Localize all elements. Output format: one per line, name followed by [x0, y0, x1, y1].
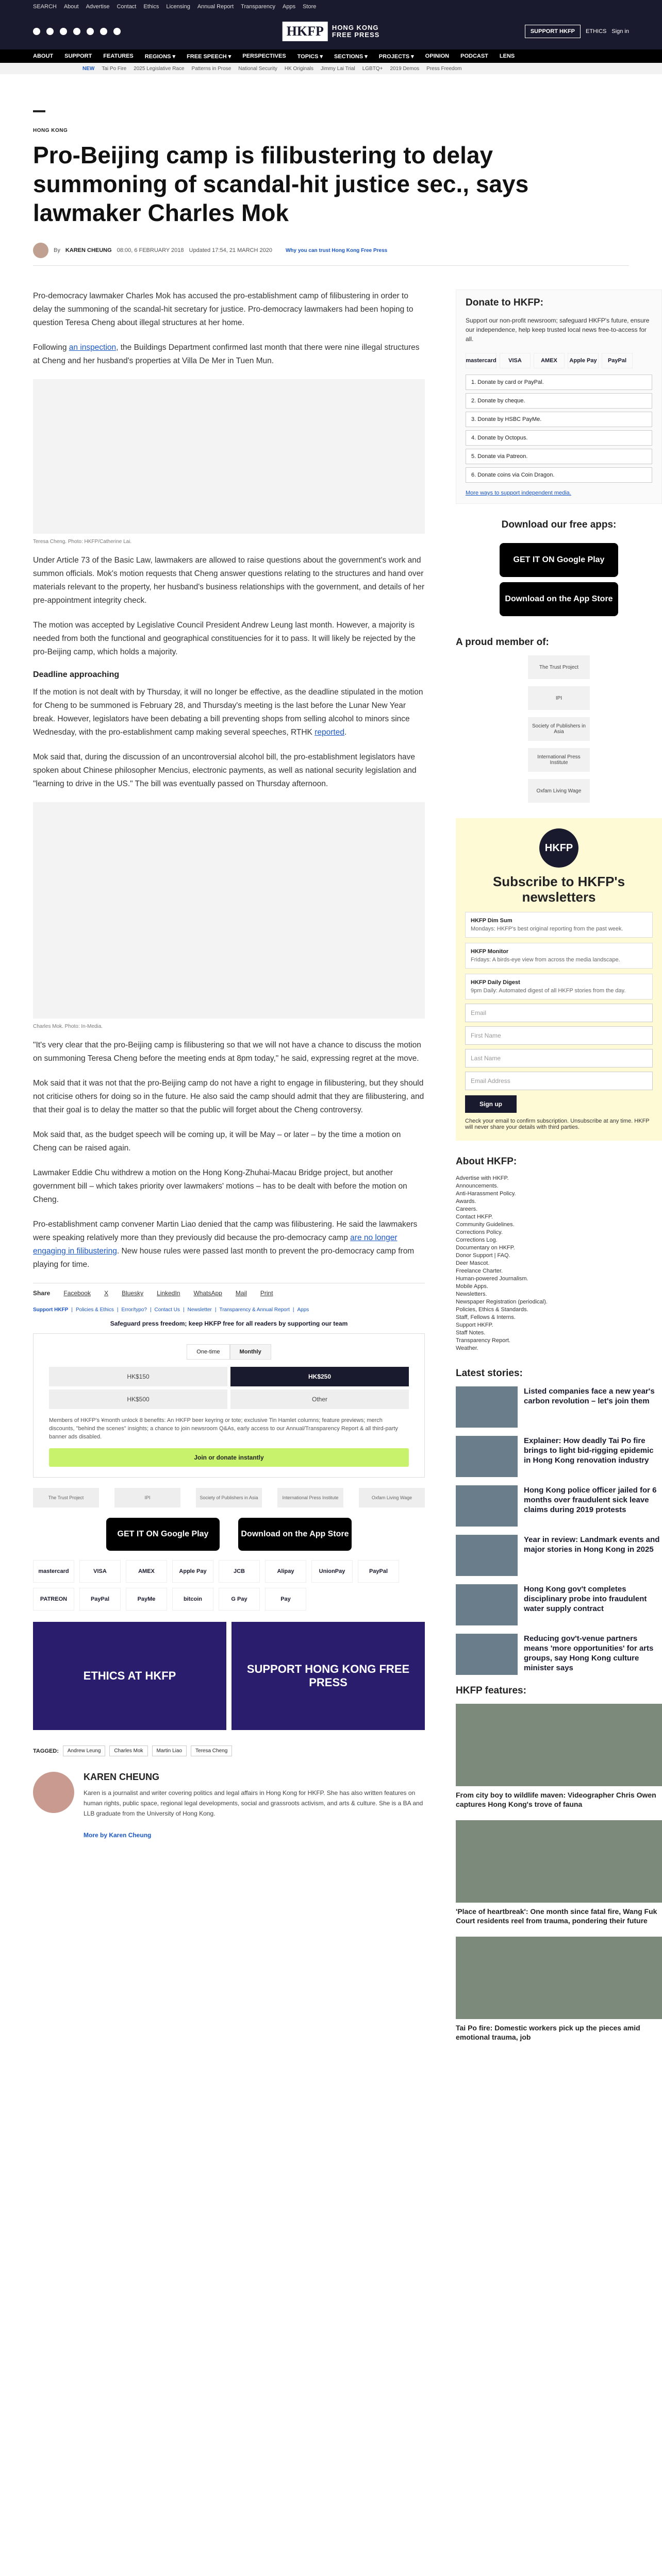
share-facebook[interactable]: Facebook — [63, 1290, 91, 1297]
logo-press-institute: International Press Institute — [528, 748, 590, 772]
about-link[interactable]: Community Guidelines. — [456, 1222, 515, 1228]
masthead — [0, 13, 662, 49]
amount-option[interactable]: HK$500 — [49, 1389, 227, 1409]
story-title[interactable]: Hong Kong police officer jailed for 6 months over fraudulent sick leave claims during 2019 protests — [524, 1486, 657, 1514]
support-link[interactable]: Support HKFP — [33, 1307, 69, 1313]
share-whatsapp[interactable]: WhatsApp — [193, 1290, 222, 1297]
social-icons — [33, 28, 121, 35]
payment-methods — [33, 1560, 425, 1611]
new-badge: NEW — [82, 65, 95, 72]
support-hkfp-button[interactable]: SUPPORT HKFP — [525, 25, 581, 38]
email-field[interactable]: Email — [465, 1004, 653, 1022]
latest-story[interactable] — [456, 1436, 662, 1477]
policies-link[interactable]: Policies & Ethics — [75, 1307, 114, 1313]
one-time-tab[interactable]: One-time — [187, 1344, 229, 1360]
logo-press-institute: International Press Institute — [277, 1488, 343, 1507]
paragraph: Following an inspection, the Buildings Department confirmed last month that there were nine illegal structures at Cheng and her husband's properties at Villa De Mer in Tuen Mun. — [33, 343, 420, 365]
hkfp-logo[interactable] — [283, 22, 380, 41]
paypal-icon: PayPal — [79, 1588, 121, 1611]
newsletter-option[interactable]: HKFP Daily Digest 9pm Daily: Automated digest of all HKFP stories from the day. — [465, 974, 653, 999]
apps-link[interactable]: Apps — [297, 1307, 309, 1313]
publish-date: 08:00, 6 FEBRUARY 2018 — [117, 247, 184, 253]
about-link[interactable]: Newspaper Registration (periodical). — [456, 1299, 548, 1305]
rthk-report-link[interactable]: reported — [315, 728, 344, 737]
nav-projects[interactable]: PROJECTS ▾ — [378, 53, 414, 60]
top-utility-bar — [0, 0, 662, 13]
paragraph: Mok said that, during the discussion of an uncontroversial alcohol bill, the pro-establishment legislators have spoken about Chinese philosopher Mencius, electronic payments, as well as national security legislation and "learning to drive in the US." The bill was eventually passed on Thursday afternoon. — [33, 753, 417, 788]
share-bluesky[interactable]: Bluesky — [122, 1290, 144, 1297]
jcb-icon: JCB — [219, 1560, 260, 1583]
story-title[interactable]: Explainer: How deadly Tai Po fire brings to light bid-rigging epidemic in Hong Kong renovation industry — [524, 1436, 654, 1465]
tag-pill[interactable]: Charles Mok — [109, 1745, 147, 1756]
topbar-annual-report[interactable]: Annual Report — [197, 4, 234, 10]
hkfp-badge: HKFP — [539, 828, 578, 868]
story-thumbnail — [456, 1485, 518, 1527]
divider — [33, 265, 629, 266]
author-avatar — [33, 243, 48, 258]
section-kicker[interactable]: HONG KONG — [33, 128, 68, 133]
amex-icon: AMEX — [534, 353, 565, 368]
error-link[interactable]: Error/typo? — [121, 1307, 147, 1313]
author-bio: Karen is a journalist and writer covering politics and legal affairs in Hong Kong for HKFP. She has also written features on human rights, public space, regional legal developments, social and grassroots activism, and arts & culture. She is a BA and LLB graduate from the University of Hong Kong. — [84, 1789, 423, 1817]
share-linkedin[interactable]: LinkedIn — [157, 1290, 180, 1297]
sidebar — [456, 290, 662, 2053]
donate-option[interactable]: 4. Donate by Octopus. — [466, 430, 652, 446]
tag-link[interactable]: LGBTQ+ — [362, 65, 383, 72]
donate-option[interactable]: 5. Donate via Patreon. — [466, 449, 652, 464]
tagged-label: TAGGED: — [33, 1748, 59, 1754]
author-box — [33, 1772, 425, 1852]
latest-story[interactable] — [456, 1634, 662, 1675]
filibuster-link[interactable]: are no longer engaging in filibustering — [33, 1233, 398, 1256]
story-title[interactable]: Hong Kong gov't completes disciplinary probe into fraudulent water supply contract — [524, 1585, 647, 1613]
topbar-transparency[interactable]: Transparency — [241, 4, 275, 10]
about-link[interactable]: Awards. — [456, 1198, 476, 1205]
inspection-link[interactable]: an inspection — [69, 343, 117, 352]
subheading: Deadline approaching — [33, 670, 120, 679]
topbar-store[interactable]: Store — [303, 4, 317, 10]
member-title: A proud member of: — [456, 637, 549, 648]
amex-icon: AMEX — [126, 1560, 167, 1583]
donate-blurb: Support our non-profit newsroom; safeguard HKFP's future, ensure our independence, help keep trusted local news free-to-access for all. — [466, 317, 650, 343]
story-title[interactable]: Listed companies face a new year's carbon revolution – let's join them — [524, 1387, 655, 1405]
topbar-about[interactable]: About — [63, 4, 79, 10]
tag-pill[interactable]: Teresa Cheng — [191, 1745, 232, 1756]
about-link[interactable]: Corrections Log. — [456, 1237, 498, 1243]
share-print[interactable]: Print — [260, 1290, 273, 1297]
story-thumbnail — [456, 1634, 518, 1675]
latest-story[interactable] — [456, 1584, 662, 1625]
alipay-icon: Alipay — [265, 1560, 306, 1583]
logo-sopa: Society of Publishers in Asia — [528, 717, 590, 741]
topbar-advertise[interactable]: Advertise — [86, 4, 110, 10]
latest-story[interactable] — [456, 1485, 662, 1527]
nav-about[interactable]: ABOUT — [33, 53, 54, 59]
about-link[interactable]: Donor Support | FAQ. — [456, 1252, 510, 1259]
about-title: About HKFP: — [456, 1156, 517, 1167]
tag-pill[interactable]: Andrew Leung — [63, 1745, 106, 1756]
amount-option-other[interactable]: Other — [230, 1389, 409, 1409]
apple-pay-icon: Pay — [265, 1588, 306, 1611]
google-pay-icon: G Pay — [219, 1588, 260, 1611]
feature-image[interactable] — [456, 1820, 662, 1903]
tag-pill[interactable]: Martin Liao — [152, 1745, 187, 1756]
donate-option[interactable]: 1. Donate by card or PayPal. — [466, 375, 652, 390]
tag-link[interactable]: National Security — [238, 65, 277, 72]
bluesky-icon[interactable] — [100, 28, 107, 35]
by-label: By — [54, 247, 60, 253]
share-label: Share — [33, 1290, 51, 1297]
newsletter-title: Subscribe to HKFP's newsletters — [492, 874, 625, 905]
donate-option[interactable]: 6. Donate coins via Coin Dragon. — [466, 467, 652, 483]
donate-headline: Safeguard press freedom; keep HKFP free for all readers by supporting our team — [110, 1320, 348, 1327]
about-link[interactable]: Mobile Apps. — [456, 1283, 488, 1290]
about-link[interactable]: Weather. — [456, 1345, 478, 1351]
main-nav — [0, 49, 662, 63]
amount-option-selected[interactable]: HK$250 — [230, 1367, 409, 1386]
contact-link[interactable]: Contact Us — [154, 1307, 180, 1313]
nav-topics[interactable]: TOPICS ▾ — [297, 53, 323, 60]
newsletter-option[interactable]: HKFP Monitor Fridays: A birds-eye view from across the media landscape. — [465, 943, 653, 969]
bitcoin-icon: bitcoin — [172, 1588, 213, 1611]
tag-link[interactable]: Press Freedom — [426, 65, 462, 72]
story-title[interactable]: Reducing gov't-venue partners means 'more opportunities' for arts groups, say Hong Kong culture minister says — [524, 1634, 654, 1672]
topbar-ethics[interactable]: Ethics — [143, 4, 159, 10]
charles-mok-photo — [33, 802, 425, 1019]
facebook-icon[interactable] — [33, 28, 40, 35]
article-title: Pro-Beijing camp is filibustering to delay summoning of scandal-hit justice sec., says lawmaker Charles Mok — [33, 142, 529, 226]
author-name[interactable]: KAREN CHEUNG — [84, 1772, 160, 1782]
unionpay-icon: UnionPay — [311, 1560, 353, 1583]
logo-ipi: IPI — [528, 686, 590, 710]
features-title: HKFP features: — [456, 1685, 526, 1696]
more-by-author-link[interactable]: More by Karen Cheung — [84, 1832, 152, 1839]
latest-story[interactable] — [456, 1386, 662, 1428]
paypal-icon: PayPal — [358, 1560, 399, 1583]
apple-pay-icon: Apple Pay — [172, 1560, 213, 1583]
ethics-video[interactable]: ETHICS AT HKFP — [33, 1622, 226, 1730]
paragraph: Pro-democracy lawmaker Charles Mok has accused the pro-establishment camp of filibustering in order to delay the summoning of the scandal-hit secretary for justice. Pro-democracy lawmakers had been hoping to question Teresa Cheng about illegal structures at her home. — [33, 292, 413, 327]
tag-list — [33, 1745, 425, 1756]
about-link[interactable]: Advertise with HKFP. — [456, 1175, 509, 1181]
transparency-link[interactable]: Transparency & Annual Report — [219, 1307, 290, 1313]
monthly-tab[interactable]: Monthly — [230, 1344, 271, 1360]
nav-free-speech[interactable]: FREE SPEECH ▾ — [187, 53, 231, 60]
latest-title: Latest stories: — [456, 1368, 523, 1379]
tag-link[interactable]: 2019 Demos — [390, 65, 420, 72]
topbar-licensing[interactable]: Licensing — [166, 4, 190, 10]
story-thumbnail — [456, 1436, 518, 1477]
updated-date: Updated 17:54, 21 MARCH 2020 — [189, 247, 272, 253]
about-link[interactable]: Corrections Policy. — [456, 1229, 503, 1235]
visa-icon: VISA — [500, 353, 531, 368]
kicker-rule — [33, 110, 45, 112]
author-link[interactable]: KAREN CHEUNG — [65, 247, 112, 253]
about-link[interactable]: Staff, Fellows & Interns. — [456, 1314, 516, 1320]
feature-title[interactable]: 'Place of heartbreak': One month since fatal fire, Wang Fuk Court residents reel from trauma, pondering their future — [456, 1907, 657, 1925]
nav-regions[interactable]: REGIONS ▾ — [144, 53, 176, 60]
about-link[interactable]: Policies, Ethics & Standards. — [456, 1307, 528, 1313]
feature-image[interactable] — [456, 1704, 662, 1786]
teresa-cheng-photo — [33, 379, 425, 534]
email-address-field[interactable]: Email Address — [465, 1072, 653, 1090]
nav-perspectives[interactable]: PERSPECTIVES — [242, 53, 286, 59]
instagram-icon[interactable] — [60, 28, 67, 35]
newsletter-option[interactable]: HKFP Dim Sum Mondays: HKFP's best original reporting from the past week. — [465, 912, 653, 938]
paragraph: If the motion is not dealt with by Thursday, it will no longer be effective, as the deadline stipulated in the motion for Cheng to be summoned is February 28, and Thursday's meeting is the last before the Lunar New Year break. However, legislators have been debating a bill preventing shops from selling alcohol to minors since Wednesday, with the pro-establishment camp making several speeches, RTHK reported. — [33, 688, 423, 737]
donate-card — [456, 290, 662, 504]
logo-line2: FREE PRESS — [332, 31, 380, 39]
paragraph: The motion was accepted by Legislative Council President Andrew Leung last month. However, a majority is needed from both the functional and geographical constituencies for it to pass. It will likely be rejected by the pro-Beijing camp, which holds a majority. — [33, 621, 416, 656]
share-mail[interactable]: Mail — [235, 1290, 247, 1297]
nav-features[interactable]: FEATURES — [103, 53, 134, 59]
donate-option[interactable]: 2. Donate by cheque. — [466, 393, 652, 409]
about-link[interactable]: Freelance Charter. — [456, 1268, 503, 1274]
about-link[interactable]: Staff Notes. — [456, 1330, 486, 1336]
ethics-link[interactable]: ETHICS — [586, 28, 607, 35]
about-link[interactable]: Contact HKFP. — [456, 1214, 493, 1220]
threads-icon[interactable] — [73, 28, 80, 35]
logo-oxfam: Oxfam Living Wage — [359, 1488, 425, 1507]
photo-caption: Teresa Cheng. Photo: HKFP/Catherine Lai. — [33, 539, 132, 545]
tag-link[interactable]: Jimmy Lai Trial — [321, 65, 355, 72]
paragraph: Pro-establishment camp convener Martin Liao denied that the camp was filibustering. He said the lawmakers were speaking relatively more than they previously did because the pro-democracy camp are no longer engaging in filibustering. New house rules were passed last month to prevent the pro-democracy camp from playing for time. — [33, 1220, 418, 1269]
story-thumbnail — [456, 1584, 518, 1625]
logo-line1: HONG KONG — [332, 24, 379, 31]
share-x[interactable]: X — [104, 1290, 109, 1297]
last-name-field[interactable]: Last Name — [465, 1049, 653, 1067]
app-store-button[interactable]: Download on the App Store — [500, 582, 618, 616]
first-name-field[interactable]: First Name — [465, 1026, 653, 1045]
about-link[interactable]: Support HKFP. — [456, 1322, 493, 1328]
tag-link[interactable]: HK Originals — [284, 65, 313, 72]
more-ways-link[interactable]: More ways to support independent media. — [466, 490, 571, 496]
patreon-icon: PATREON — [33, 1588, 74, 1611]
apps-title: Download our free apps: — [501, 519, 617, 530]
topbar-contact[interactable]: Contact — [117, 4, 137, 10]
logo-trust-project: The Trust Project — [528, 655, 590, 679]
newsletter-signup — [456, 818, 662, 1141]
photo-caption: Charles Mok. Photo: In-Media. — [33, 1024, 103, 1029]
about-link[interactable]: Careers. — [456, 1206, 478, 1212]
apple-pay-icon: Apple Pay — [568, 353, 599, 368]
app-store-button[interactable]: Download on the App Store — [238, 1518, 352, 1551]
about-link[interactable]: Announcements. — [456, 1183, 499, 1189]
donation-widget — [33, 1333, 425, 1478]
donate-option[interactable]: 3. Donate by HSBC PayMe. — [466, 412, 652, 427]
footer-links: Support HKFP | Policies & Ethics | Error/typo? | Contact Us | Newsletter | Transparency & Annual Report | Apps — [33, 1307, 309, 1313]
support-video[interactable]: SUPPORT HONG KONG FREE PRESS — [231, 1622, 425, 1730]
sign-in-button[interactable]: Sign in — [611, 28, 629, 35]
about-link[interactable]: Documentary on HKFP. — [456, 1245, 515, 1251]
nav-opinion[interactable]: OPINION — [425, 53, 450, 59]
tag-link[interactable]: Patterns in Prose — [191, 65, 231, 72]
topbar-apps[interactable]: Apps — [283, 4, 296, 10]
feature-image[interactable] — [456, 1937, 662, 2019]
story-thumbnail — [456, 1386, 518, 1428]
about-link[interactable]: Anti-Harassment Policy. — [456, 1191, 516, 1197]
logo-mark: HKFP — [283, 22, 328, 41]
member-logos — [33, 1488, 425, 1507]
logo-sopa: Society of Publishers in Asia — [196, 1488, 262, 1507]
trust-link[interactable]: Why you can trust Hong Kong Free Press — [285, 247, 388, 253]
paragraph: "It's very clear that the pro-Beijing camp is filibustering so that we will not have a chance to discuss the motion on summoning Teresa Cheng before the meeting ends at 8pm today," he said, expressing regret at the move. — [33, 1041, 421, 1063]
latest-story[interactable] — [456, 1535, 662, 1576]
feature-title[interactable]: From city boy to wildlife maven: Videographer Chris Owen captures Hong Kong's trove of fauna — [456, 1791, 656, 1808]
share-bar — [33, 1283, 425, 1297]
google-play-button[interactable]: GET IT ON Google Play — [500, 543, 618, 577]
paragraph: Lawmaker Eddie Chu withdrew a motion on the Hong Kong-Zhuhai-Macau Bridge project, but another government bill – which takes priority over lawmakers' motions – has to be dealt with before the motion on Cheng. — [33, 1168, 407, 1204]
mastercard-icon: mastercard — [466, 353, 496, 368]
logo-oxfam: Oxfam Living Wage — [528, 779, 590, 803]
search-link[interactable]: SEARCH — [33, 4, 57, 10]
nav-lens[interactable]: LENS — [499, 53, 515, 59]
feature-title[interactable]: Tai Po fire: Domestic workers pick up the pieces amid emotional trauma, job — [456, 2024, 640, 2041]
payme-icon: PayMe — [126, 1588, 167, 1611]
tag-link[interactable]: Tai Po Fire — [102, 65, 127, 72]
x-icon[interactable] — [46, 28, 54, 35]
about-link[interactable]: Deer Mascot. — [456, 1260, 490, 1266]
nav-sections[interactable]: SECTIONS ▾ — [334, 53, 368, 60]
donate-title: Donate to HKFP: — [466, 297, 543, 308]
story-title[interactable]: Year in review: Landmark events and major stories in Hong Kong in 2025 — [524, 1535, 660, 1554]
about-link[interactable]: Newsletters. — [456, 1291, 487, 1297]
article-body — [33, 290, 425, 2053]
mastercard-icon: mastercard — [33, 1560, 74, 1583]
youtube-icon[interactable] — [87, 28, 94, 35]
about-link[interactable]: Human-powered Journalism. — [456, 1276, 528, 1282]
nav-support[interactable]: SUPPORT — [64, 53, 92, 59]
author-avatar — [33, 1772, 74, 1813]
nav-podcast[interactable]: PODCAST — [460, 53, 488, 59]
tag-link[interactable]: 2025 Legislative Race — [134, 65, 185, 72]
join-donate-button[interactable]: Join or donate instantly — [49, 1448, 409, 1467]
logo-ipi: IPI — [114, 1488, 180, 1507]
paragraph: Mok said that it was not that the pro-Beijing camp do not have a right to engage in filibustering, but they should not criticise others for doing so in the future. He also said the camp should admit that they are filibustering, and that their goal is to delay the matter so that the public will forget about the Cheng controversy. — [33, 1079, 424, 1114]
story-thumbnail — [456, 1535, 518, 1576]
visa-icon: VISA — [79, 1560, 121, 1583]
trending-tags — [0, 63, 662, 74]
sign-up-button[interactable]: Sign up — [465, 1095, 517, 1113]
logo-trust-project: The Trust Project — [33, 1488, 99, 1507]
about-link[interactable]: Transparency Report. — [456, 1337, 510, 1344]
paragraph: Mok said that, as the budget speech will be coming up, it will be May – or later – by the time a motion on Cheng can be raised again. — [33, 1130, 401, 1153]
newsletter-link[interactable]: Newsletter — [187, 1307, 212, 1313]
paypal-icon: PayPal — [602, 353, 633, 368]
amount-option[interactable]: HK$150 — [49, 1367, 227, 1386]
rss-icon[interactable] — [113, 28, 121, 35]
membership-benefits: Members of HKFP's ¥month unlock 8 benefits: An HKFP beer keyring or tote; exclusive Tin Hamlet columns; feature previews; merch discounts, "behind the scenes" insights; a chance to join newsroom Q&As, early access to our Annual/Transparency Report & all third-party banner ads disabled. — [49, 1417, 398, 1440]
byline — [33, 243, 629, 258]
google-play-button[interactable]: GET IT ON Google Play — [106, 1518, 220, 1551]
confirm-note: Check your email to confirm subscription. Unsubscribe at any time. HKFP will never share your details with third parties. — [465, 1118, 650, 1130]
paragraph: Under Article 73 of the Basic Law, lawmakers are allowed to raise questions about the government's work and summon officials. Mok's motion requests that Cheng answer questions relating to the structures and hand over materials relevant to the property, her husband's business relationships with the government, and details of her pre-appointment integrity check. — [33, 556, 425, 605]
